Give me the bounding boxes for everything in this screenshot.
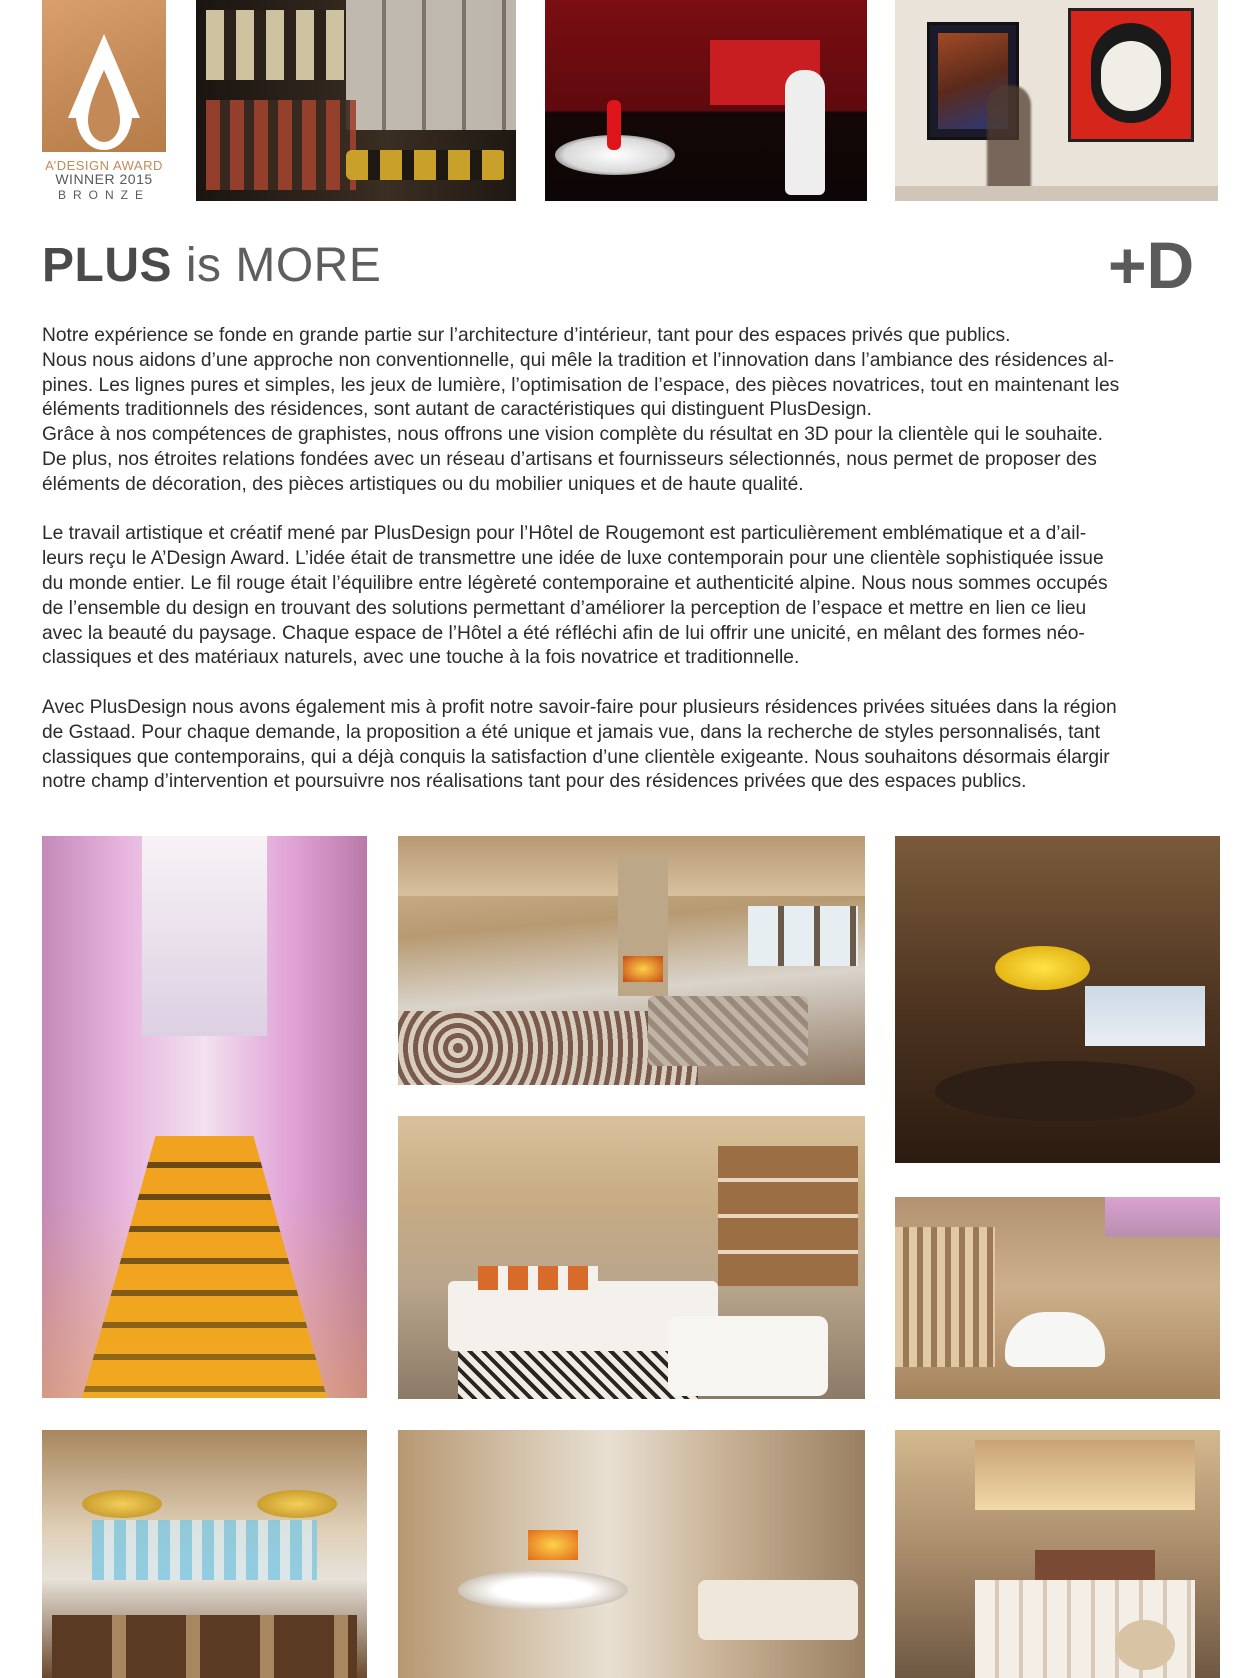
- award-badge: [42, 0, 166, 206]
- photo-bedroom: [895, 1430, 1220, 1678]
- text-line: éléments de décoration, des pièces artistiques ou du mobilier uniques et de haute qualité.: [42, 473, 804, 495]
- text-line: notre champ d’intervention et poursuivre nos réalisations tant pour des résidences privées que des espaces publics.: [42, 771, 1027, 793]
- photo-costume-exhibition: [196, 0, 516, 201]
- page-title-rest: is MORE: [172, 239, 382, 292]
- photo-hotel-lounge: [398, 836, 865, 1085]
- photo-dining-room: [895, 836, 1220, 1163]
- brand-logo: +D: [1108, 228, 1195, 302]
- text-line: Nous nous aidons d’une approche non conventionnelle, qui mêle la tradition et l’innovation dans l’ambiance des résidences al-: [42, 349, 1114, 371]
- text-line: du monde entier. Le fil rouge était l’équilibre entre légèreté contemporaine et authenticité alpine. Nous nous sommes occupés: [42, 572, 1108, 594]
- text-line: de l’ensemble du design en trouvant des solutions permettant d’améliorer la perception de l’espace et mettre en lien ce lieu: [42, 597, 1087, 619]
- text-line: classiques que contemporains, qui a déjà conquis la satisfaction d’une clientèle exigeante. Nous souhaitons désormais élargir: [42, 746, 1110, 768]
- text-line: Le travail artistique et créatif mené par PlusDesign pour l’Hôtel de Rougemont est particulièrement emblématique et a d’ail-: [42, 523, 1087, 545]
- text-line: Avec PlusDesign nous avons également mis à profit notre savoir-faire pour plusieurs résidences privées situées dans la région: [42, 696, 1117, 718]
- text-line: classiques et des matériaux naturels, avec une touche à la fois novatrice et traditionnelle.: [42, 647, 800, 669]
- photo-spa-suite: [398, 1430, 865, 1678]
- photo-hotel-bar: [42, 1430, 367, 1678]
- body-text: [42, 324, 1222, 820]
- page-title-bold: PLUS: [42, 239, 173, 292]
- photo-red-exhibition-room: [545, 0, 867, 201]
- text-line: leurs reçu le A’Design Award. L’idée était de transmettre une idée de luxe contemporain pour une clientèle sophistiquée issue: [42, 548, 1104, 570]
- text-line: Grâce à nos compétences de graphistes, nous offrons une vision complète du résultat en 3D pour la clientèle qui le souhaite.: [42, 424, 1103, 446]
- paragraph-2: [42, 522, 1222, 671]
- text-line: De plus, nos étroites relations fondées avec un réseau d’artisans et fournisseurs sélectionnés, nous permet de proposer des: [42, 448, 1097, 470]
- text-line: avec la beauté du paysage. Chaque espace de l’Hôtel a été réfléchi afin de lui offrir une unicité, en mêlant des formes néo-: [42, 622, 1085, 644]
- text-line: de Gstaad. Pour chaque demande, la proposition a été unique et jamais vue, dans la recherche de styles personnalisés, tant: [42, 721, 1101, 743]
- award-year: WINNER 2015: [55, 171, 153, 187]
- award-logo: [42, 0, 166, 152]
- photo-pop-art-gallery: [895, 0, 1218, 201]
- text-line: pines. Les lignes pures et simples, les jeux de lumière, l’optimisation de l’espace, des pièces novatrices, tout en maintenant les: [42, 374, 1120, 396]
- photo-staircase: [42, 836, 367, 1398]
- paragraph-1: [42, 324, 1222, 498]
- award-a-icon: [42, 0, 166, 152]
- award-title: A’DESIGN AWARD: [45, 158, 163, 173]
- award-level: BRONZE: [57, 188, 150, 202]
- text-line: éléments traditionnels des résidences, sont autant de caractéristiques qui distinguent PlusDesign.: [42, 399, 872, 421]
- photo-bathroom: [895, 1197, 1220, 1399]
- page-title: [42, 240, 381, 292]
- paragraph-3: [42, 696, 1222, 795]
- text-line: Notre expérience se fonde en grande partie sur l’architecture d’intérieur, tant pour des espaces privés que publics.: [42, 325, 1011, 346]
- photo-living-room: [398, 1116, 865, 1399]
